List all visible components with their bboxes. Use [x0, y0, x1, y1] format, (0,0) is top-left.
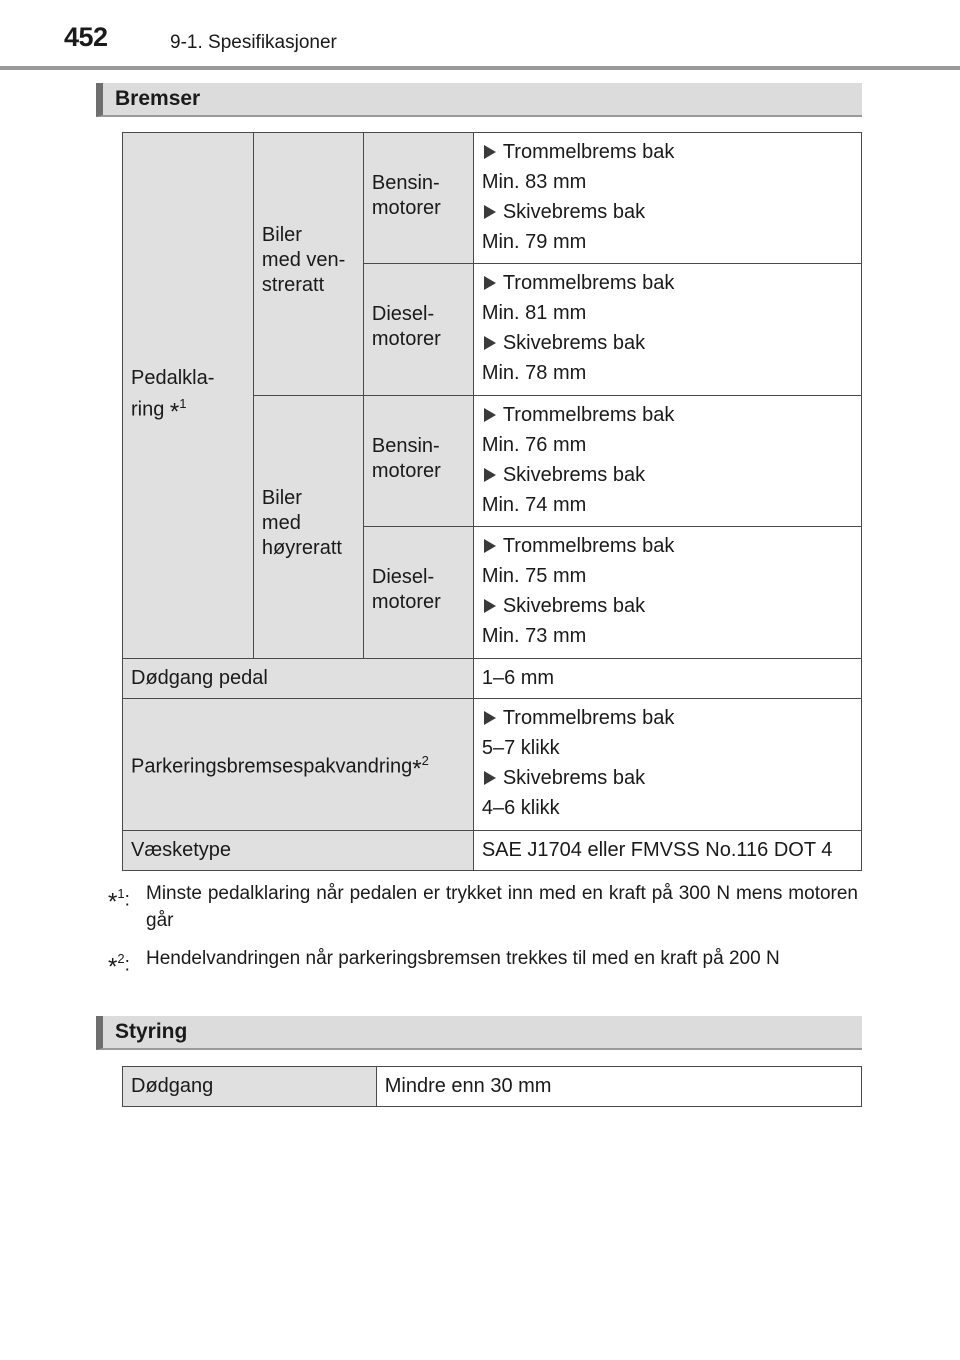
value-cell	[473, 699, 861, 831]
pedal-clearance-label	[123, 133, 254, 659]
chapter-title: 9-1. Spesifikasjoner	[170, 32, 337, 53]
disc-label: Skivebrems bak	[502, 463, 646, 486]
fluid-label: Væsketype	[123, 831, 474, 871]
triangle-bullet-icon	[484, 145, 496, 159]
table-row	[123, 699, 862, 831]
list-item	[482, 401, 853, 429]
group-label-lhd	[253, 133, 363, 396]
footnote-mark: *$^2$:	[108, 951, 130, 981]
list-item	[482, 198, 853, 226]
header-rule	[0, 66, 960, 70]
parking-label	[123, 699, 474, 831]
label-line: motorer	[371, 328, 441, 350]
list-item	[482, 592, 853, 620]
value-cell	[473, 133, 861, 264]
table-row	[123, 133, 862, 264]
value-cell	[473, 396, 861, 527]
drum-label: Trommelbrems bak	[502, 534, 675, 557]
engine-label	[363, 527, 473, 659]
disc-label: Skivebrems bak	[502, 766, 646, 789]
list-item	[482, 269, 853, 297]
disc-value: Min. 73 mm	[481, 625, 587, 647]
steering-free-play-label: Dødgang	[123, 1067, 377, 1107]
footnote-text: Hendelvandringen når parkeringsbremsen trekkes til med en kraft på 200 N	[146, 948, 780, 969]
label-line: høyreratt	[261, 537, 342, 559]
parking-label-text: Parkeringsbremsespakvandring	[131, 755, 413, 778]
list-item	[482, 704, 853, 732]
list-item	[482, 138, 853, 166]
drum-label: Trommelbrems bak	[502, 706, 675, 729]
disc-label: Skivebrems bak	[502, 594, 646, 617]
footnote-ref: 2	[421, 752, 429, 768]
list-item	[482, 329, 853, 357]
label-line	[131, 391, 245, 425]
asterisk-icon: *	[412, 755, 422, 783]
section-header-brakes	[96, 83, 862, 117]
section-header-steering	[96, 1016, 862, 1050]
fluid-value: SAE J1704 eller FMVSS No.116 DOT 4	[473, 831, 861, 871]
footnote-number: 2	[117, 951, 125, 966]
label-line: Bensin-	[371, 435, 440, 457]
engine-label	[363, 396, 473, 527]
list-item	[482, 532, 853, 560]
drum-value: Min. 81 mm	[481, 302, 587, 324]
label-line: Diesel-	[371, 566, 435, 588]
triangle-bullet-icon	[484, 276, 496, 290]
label-line: motorer	[371, 197, 441, 219]
label-line: Diesel-	[371, 303, 435, 325]
label-line: med	[261, 512, 301, 534]
drum-value: 5–7 klikk	[481, 737, 560, 759]
triangle-bullet-icon	[484, 711, 496, 725]
brakes-table	[122, 132, 862, 871]
list-item	[482, 461, 853, 489]
disc-value: 4–6 klikk	[481, 797, 560, 819]
label-line: med ven-	[261, 249, 346, 271]
label-line: streratt	[261, 274, 325, 296]
triangle-bullet-icon	[484, 599, 496, 613]
table-row	[123, 659, 862, 699]
drum-label: Trommelbrems bak	[502, 403, 675, 426]
footnote-ref: 1	[179, 396, 187, 412]
asterisk-icon: *	[108, 888, 118, 916]
label-line: Pedalkla-	[131, 367, 215, 390]
footnote-text: Minste pedalklaring når pedalen er trykket inn med en kraft på 300 N mens motoren går	[146, 883, 858, 931]
triangle-bullet-icon	[484, 468, 496, 482]
asterisk-icon: *	[108, 953, 118, 981]
disc-value: Min. 74 mm	[481, 494, 587, 516]
steering-free-play-value: Mindre enn 30 mm	[376, 1067, 861, 1107]
disc-label: Skivebrems bak	[502, 200, 646, 223]
drum-value: Min. 83 mm	[481, 171, 587, 193]
free-play-label: Dødgang pedal	[123, 659, 474, 699]
group-label-rhd	[253, 396, 363, 659]
drum-value: Min. 76 mm	[481, 434, 587, 456]
drum-label: Trommelbrems bak	[502, 140, 675, 163]
engine-label	[363, 264, 473, 396]
label-line: motorer	[371, 591, 441, 613]
footnote-2	[108, 945, 858, 981]
triangle-bullet-icon	[484, 205, 496, 219]
section-title-brakes: Bremser	[115, 87, 201, 110]
label-line: Biler	[261, 487, 302, 509]
disc-value: Min. 79 mm	[481, 231, 587, 253]
drum-label: Trommelbrems bak	[502, 271, 675, 294]
table-row	[123, 1067, 862, 1107]
free-play-value: 1–6 mm	[473, 659, 861, 699]
disc-value: Min. 78 mm	[481, 362, 587, 384]
list-item	[482, 764, 853, 792]
triangle-bullet-icon	[484, 336, 496, 350]
footnote-number: 1	[117, 886, 125, 901]
triangle-bullet-icon	[484, 771, 496, 785]
disc-label: Skivebrems bak	[502, 331, 646, 354]
table-row	[123, 831, 862, 871]
engine-label	[363, 133, 473, 264]
label-line: Biler	[261, 224, 302, 246]
label-word: ring	[131, 398, 165, 421]
page-number: 452	[64, 22, 108, 52]
footnote-1	[108, 880, 858, 934]
asterisk-icon: *	[169, 398, 180, 426]
value-cell	[473, 527, 861, 659]
value-cell	[473, 264, 861, 396]
steering-table	[122, 1066, 862, 1107]
drum-value: Min. 75 mm	[481, 565, 587, 587]
triangle-bullet-icon	[484, 539, 496, 553]
triangle-bullet-icon	[484, 408, 496, 422]
label-line: Bensin-	[371, 172, 440, 194]
section-title-steering: Styring	[115, 1020, 188, 1043]
footnote-mark: *$^1$:	[108, 886, 130, 916]
label-line: motorer	[371, 460, 441, 482]
